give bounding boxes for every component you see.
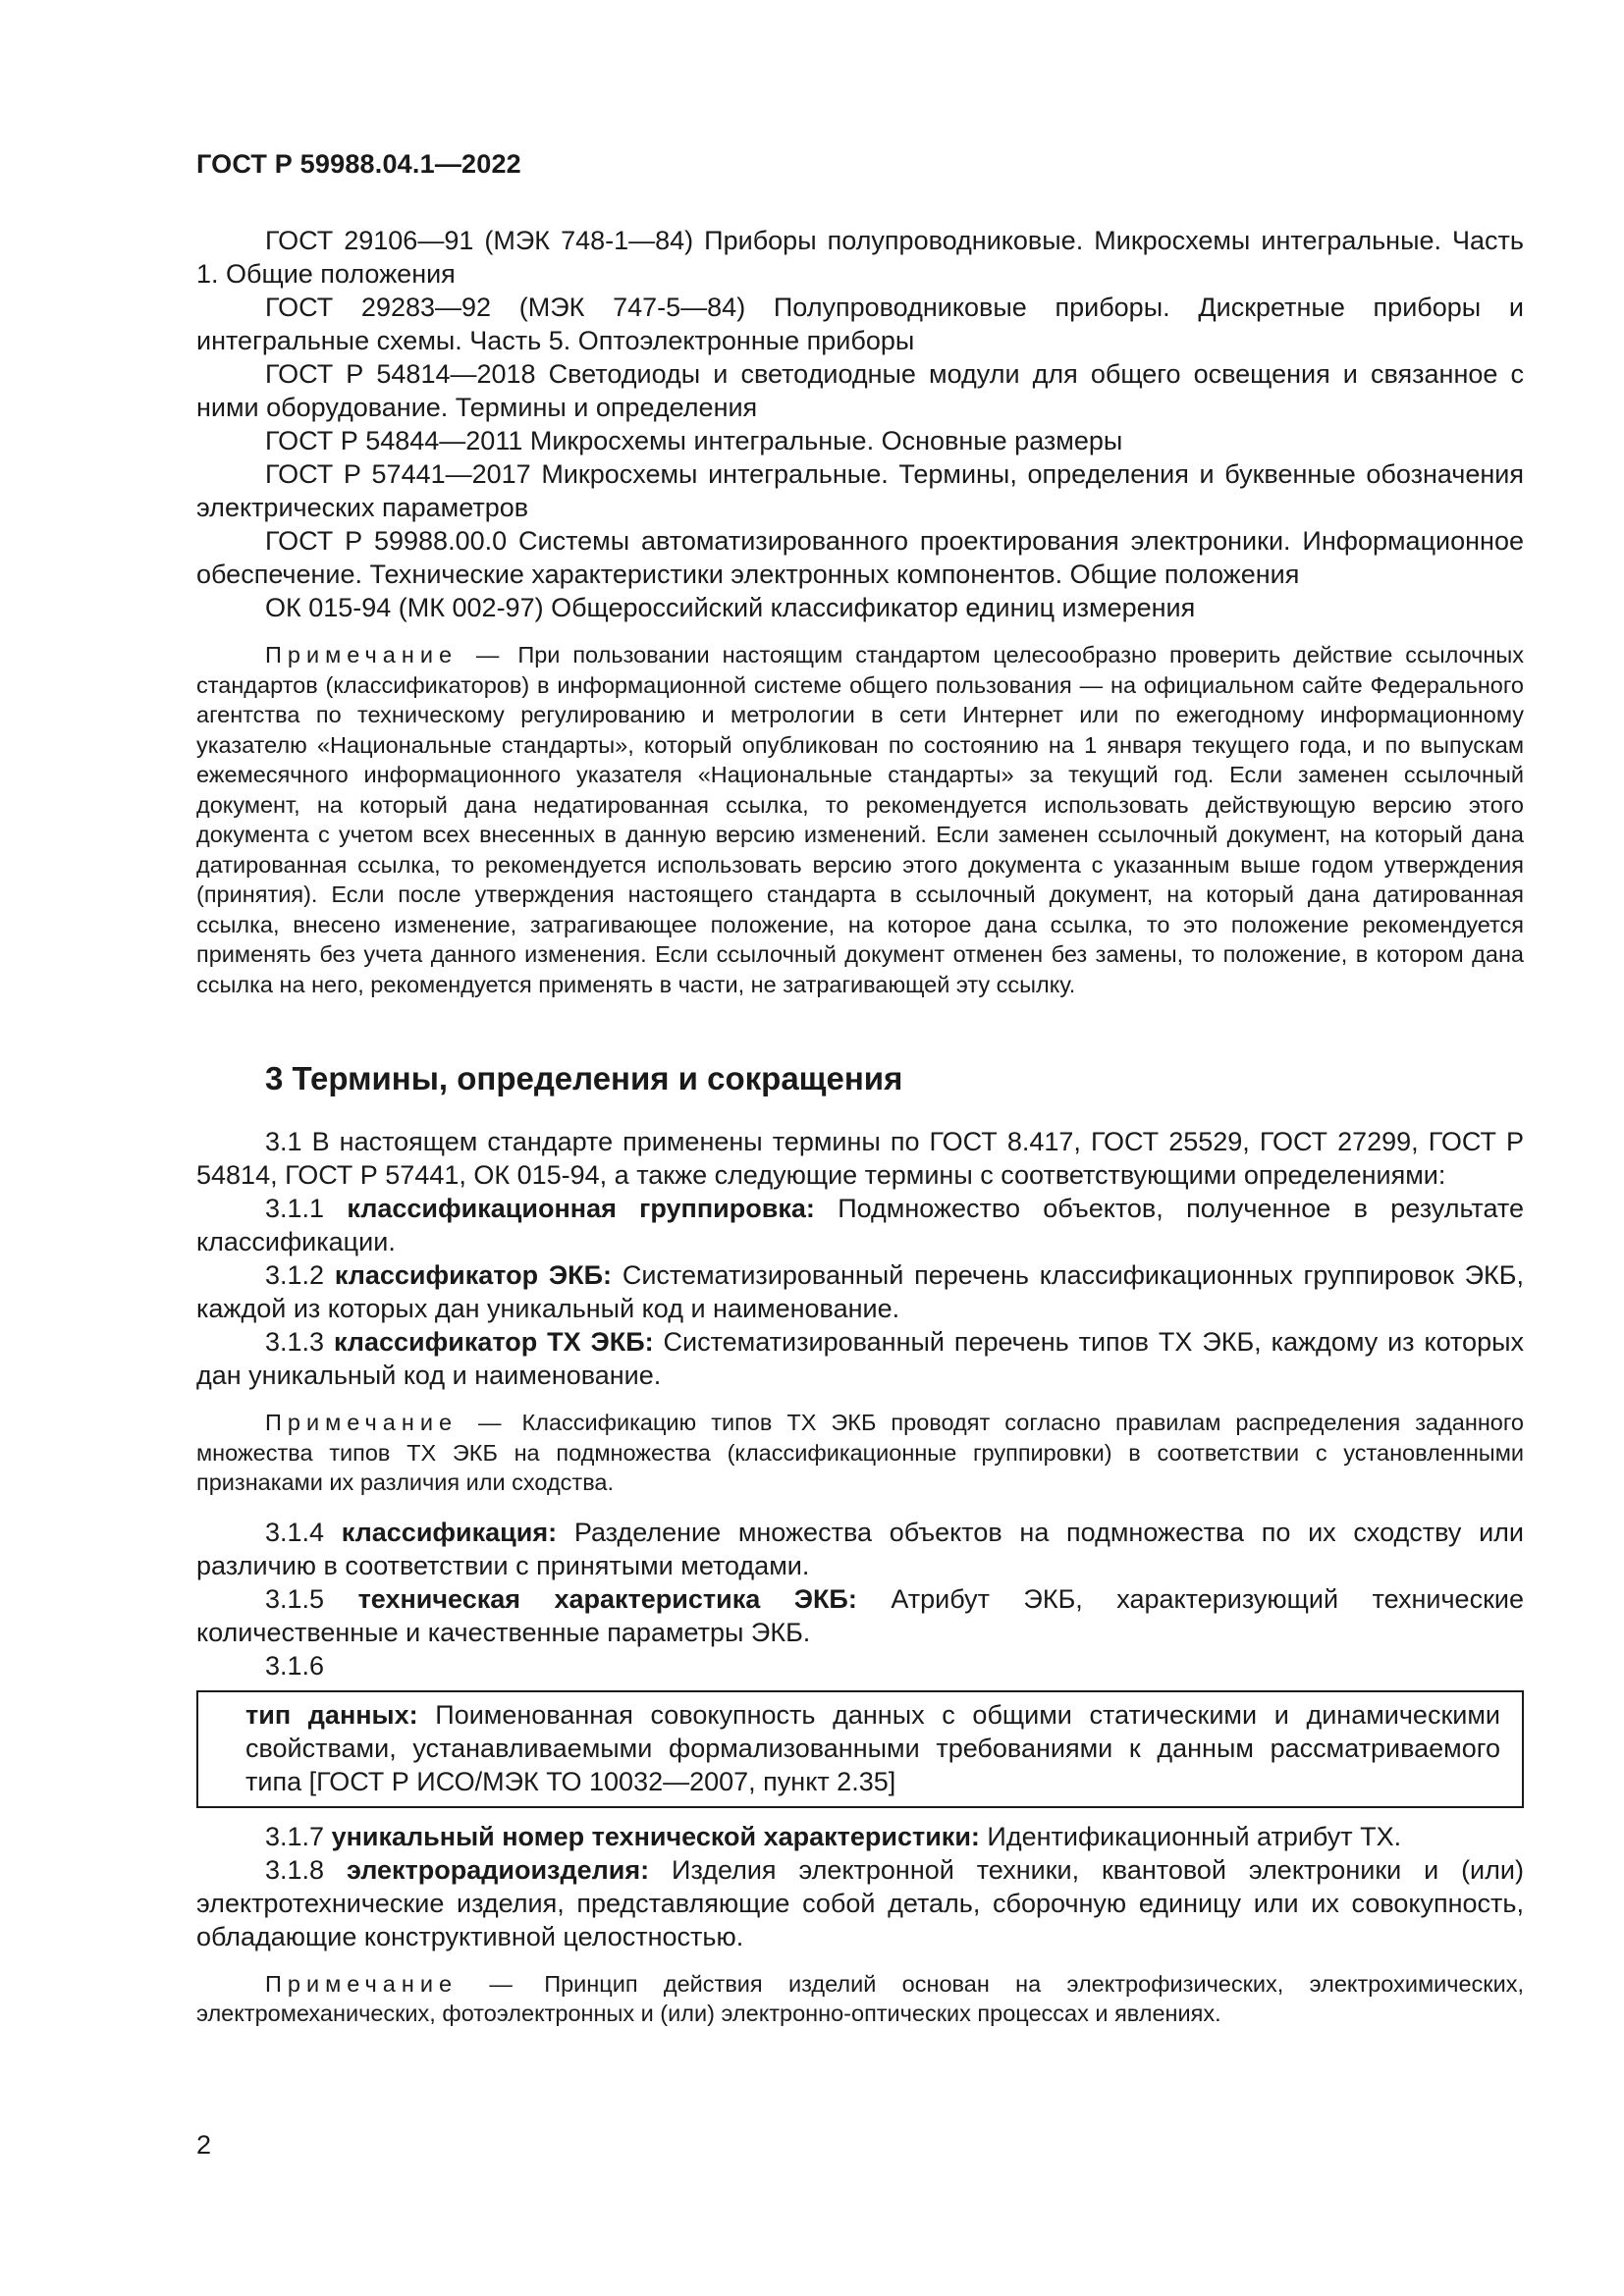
term-number: 3.1.7: [265, 1821, 325, 1851]
term-name: тип данных:: [245, 1699, 418, 1730]
term-3-1-4: [196, 1516, 1524, 1582]
term-number: 3.1.2: [265, 1260, 325, 1290]
term-3-1-1: [196, 1192, 1524, 1258]
term-definition: Идентификационный атрибут ТХ.: [987, 1821, 1402, 1851]
term-definition: Разделение множества объектов на подмножества по их сходству или различию в соответствии с принятыми методами.: [196, 1517, 1524, 1580]
note-label: Примечание —: [265, 1970, 518, 1997]
term-name: классификатор ЭКБ:: [334, 1260, 613, 1290]
term-3-1-2: [196, 1258, 1524, 1325]
reference-item: ГОСТ Р 59988.00.0 Системы автоматизированного проектирования электроники. Информационное обеспечение. Технические характеристики электронных компонентов. Общие положения: [196, 526, 1524, 589]
term-3-1-5: [196, 1582, 1524, 1649]
note-references: [196, 640, 1524, 999]
reference-item: ОК 015-94 (МК 002-97) Общероссийский классификатор единиц измерения: [265, 593, 1196, 622]
term-definition: Атрибут ЭКБ, характеризующий технические количественные и качественные параметры ЭКБ.: [196, 1583, 1524, 1647]
term-definition: Систематизированный перечень типов ТХ ЭКБ, каждому из которых дан уникальный код и наименование.: [196, 1327, 1524, 1390]
term-number: 3.1.1: [265, 1194, 325, 1223]
reference-item: ГОСТ Р 54844—2011 Микросхемы интегральные. Основные размеры: [265, 426, 1123, 455]
note-label: Примечание —: [265, 1410, 508, 1435]
note-principle: [196, 1969, 1524, 2029]
section-heading: 3 Термины, определения и сокращения: [265, 1060, 903, 1096]
note-text: При пользовании настоящим стандартом целесообразно проверить действие ссылочных стандартов (классификаторов) в информационной системе общего пользования — на официальном сайте Федерального агентства по техническому регулированию и метрологии в сети Интернет или по ежегодному информационному указателю «Национальные стандарты», который опубликован по состоянию на 1 января текущего года, и по выпускам ежемесячного информационного указателя «Национальные стандарты» за текущий год. Если заменен ссылочный документ, на который дана недатированная ссылка, то рекомендуется использовать действующую версию этого документа с учетом всех внесенных в данную версию изменений. Если заменен ссылочный документ, на который дана датированная ссылка, то рекомендуется использовать версию этого документа с указанным выше годом утверждения (принятия). Если после утверждения настоящего стандарта в ссылочный документ, на который дана датированная ссылка, внесено изменение, затрагивающее положение, на которое дана ссылка, то это положение рекомендуется применять без учета данного изменения. Если ссылочный документ отменен без замены, то положение, в котором дана ссылка на него, рекомендуется применять в части, не затрагивающей эту ссылку.: [196, 642, 1524, 997]
term-definition: Поименованная совокупность данных с общими статическими и динамическими свойствами, устанавливаемыми формализованными требованиями к данным рассматриваемого типа [ГОСТ Р ИСО/МЭК ТО 10032—2007, пункт 2.35]: [245, 1699, 1500, 1796]
document-id-header: ГОСТ Р 59988.04.1—2022: [196, 149, 521, 179]
term-name: классификация:: [341, 1517, 558, 1547]
term-number: 3.1.4: [265, 1517, 325, 1547]
term-number: 3.1.3: [265, 1327, 325, 1357]
term-3-1-6: [245, 1698, 1500, 1798]
term-definition: Изделия электронной техники, квантовой электроники и (или) электротехнические изделия, представляющие собой деталь, сборочную единицу или их совокупность, обладающие конструктивной целостностью.: [196, 1854, 1524, 1951]
term-number: 3.1.5: [265, 1583, 325, 1614]
term-name: классификационная группировка:: [347, 1194, 815, 1223]
term-name: классификатор ТХ ЭКБ:: [333, 1327, 654, 1357]
term-number: 3.1.8: [265, 1854, 325, 1885]
term-name: уникальный номер технической характеристики:: [331, 1821, 980, 1851]
reference-item: ГОСТ 29283—92 (МЭК 747-5—84) Полупроводниковые приборы. Дискретные приборы и интегральные схемы. Часть 5. Оптоэлектронные приборы: [196, 293, 1524, 355]
note-classification: [196, 1408, 1524, 1498]
term-number-3-1-6: 3.1.6: [265, 1650, 325, 1681]
reference-item: ГОСТ 29106—91 (МЭК 748-1—84) Приборы полупроводниковые. Микросхемы интегральные. Часть 1. Общие положения: [196, 226, 1524, 289]
reference-item: ГОСТ Р 54814—2018 Светодиоды и светодиодные модули для общего освещения и связанное с ними оборудование. Термины и определения: [196, 359, 1524, 422]
page-number: 2: [196, 2130, 212, 2160]
term-definition: Подмножество объектов, полученное в результате классификации.: [196, 1194, 1524, 1256]
note-text: Классификацию типов ТХ ЭКБ проводят согласно правилам распределения заданного множества типов ТХ ЭКБ на подмножества (классификационные группировки) в соответствии с установленными признаками их различия или сходства.: [196, 1410, 1525, 1495]
note-text: Принцип действия изделий основан на электрофизических, электрохимических, электромеханических, фотоэлектронных и (или) электронно-оптических процессах и явлениях.: [196, 1970, 1524, 2026]
note-label: Примечание —: [265, 642, 506, 667]
reference-item: ГОСТ Р 57441—2017 Микросхемы интегральные. Термины, определения и буквенные обозначения электрических параметров: [196, 459, 1524, 522]
term-3-1-7: [196, 1820, 1524, 1853]
page-content: [196, 224, 1524, 2029]
term-definition: Систематизированный перечень классификационных группировок ЭКБ, каждой из которых дан уникальный код и наименование.: [196, 1260, 1524, 1323]
clause-3-1: 3.1 В настоящем стандарте применены термины по ГОСТ 8.417, ГОСТ 25529, ГОСТ 27299, ГОСТ Р 54814, ГОСТ Р 57441, ОК 015-94, а также следующие термины с соответствующими определениями:: [196, 1127, 1524, 1190]
term-3-1-6-box: [196, 1690, 1524, 1808]
term-name: электрорадиоизделия:: [346, 1854, 650, 1885]
term-3-1-8: [196, 1853, 1524, 1953]
term-3-1-3: [196, 1325, 1524, 1392]
term-name: техническая характеристика ЭКБ:: [357, 1583, 857, 1614]
